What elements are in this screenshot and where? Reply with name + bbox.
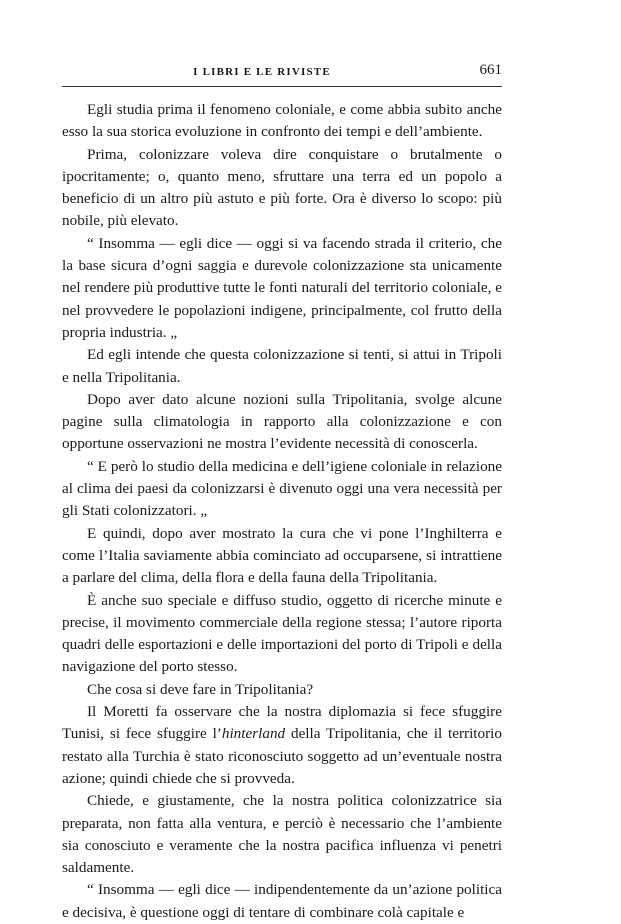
paragraph xyxy=(62,701,502,790)
paragraph: Chiede, e giustamente, che la nostra politica colonizzatrice sia preparata, non fatta alla ventura, e perciò è necessario che l’ambiente sia conosciuto e veramente che la nostra pacifica influenza vi penetri saldamente. xyxy=(62,792,502,877)
running-head xyxy=(62,62,502,84)
paragraph: Ed egli intende che questa colonizzazione si tenti, si attui in Tripoli e nella Tripolitania. xyxy=(62,346,502,386)
running-title: I LIBRI E LE RIVISTE xyxy=(193,66,331,78)
paragraph: È anche suo speciale e diffuso studio, oggetto di ricerche minute e precise, il movimento commerciale della regione stessa; l’autore riporta quadri delle esportazioni e delle importazioni del porto di Tripoli e della navigazione del porto stesso. xyxy=(62,591,502,676)
paragraph: E quindi, dopo aver mostrato la cura che vi pone l’Inghilterra e come l’Italia saviamente abbia cominciato ad occuparsene, si intrattiene a parlare del clima, della flora e della fauna della Tripolitania. xyxy=(62,524,502,587)
header-rule xyxy=(62,86,502,87)
paragraph: “ E però lo studio della medicina e dell’igiene coloniale in relazione al clima dei paesi da colonizzarsi è divenuto oggi una vera necessità per gli Stati colonizzatori. „ xyxy=(62,457,502,520)
paragraph: “ Insomma — egli dice — oggi si va facendo strada il criterio, che la base sicura d’ogni saggia e durevole colonizzazione sta unicamente nel rendere più produttive tutte le fonti naturali del territorio coloniale, e nel provvedere le popolazioni indigene, principalmente, col frutto della propria industria. „ xyxy=(62,234,502,341)
paragraph: “ Insomma — egli dice — indipendentemente da un’azione politica e decisiva, è questione oggi di tentare di combinare colà capitale e xyxy=(62,881,502,921)
paragraph: Che cosa si deve fare in Tripolitania? xyxy=(87,680,314,698)
paragraph: Egli studia prima il fenomeno coloniale, e come abbia subito anche esso la sua storica evoluzione in confronto dei tempi e dell’ambiente. xyxy=(62,101,502,141)
italic-term: hinterland xyxy=(221,725,286,743)
paragraph-text: della Tripolitania, che il territorio restato alla Turchia è stato riconosciuto soggetto ad un’eventuale nostra azione; quindi chiede che si provveda. xyxy=(62,725,502,787)
paragraph: Dopo aver dato alcune nozioni sulla Tripolitania, svolge alcune pagine sulla climatologia in rapporto alla colonizzazione e con opportune osservazioni ne mostra l’evidente necessità di conoscerla. xyxy=(62,390,502,453)
paragraph: Prima, colonizzare voleva dire conquistare o brutalmente o ipocritamente; o, quanto meno, sfruttare una terra ed un popolo a beneficio di un altro più astuto e più forte. Ora è diverso lo scopo: più nobile, più elevato. xyxy=(62,145,502,230)
page-number: 661 xyxy=(479,62,502,78)
paragraph-text: Il Moretti fa osservare che la nostra diplomazia si fece sfuggire Tunisi, si fece sfuggire l’ xyxy=(62,703,502,743)
body-text xyxy=(62,99,502,924)
